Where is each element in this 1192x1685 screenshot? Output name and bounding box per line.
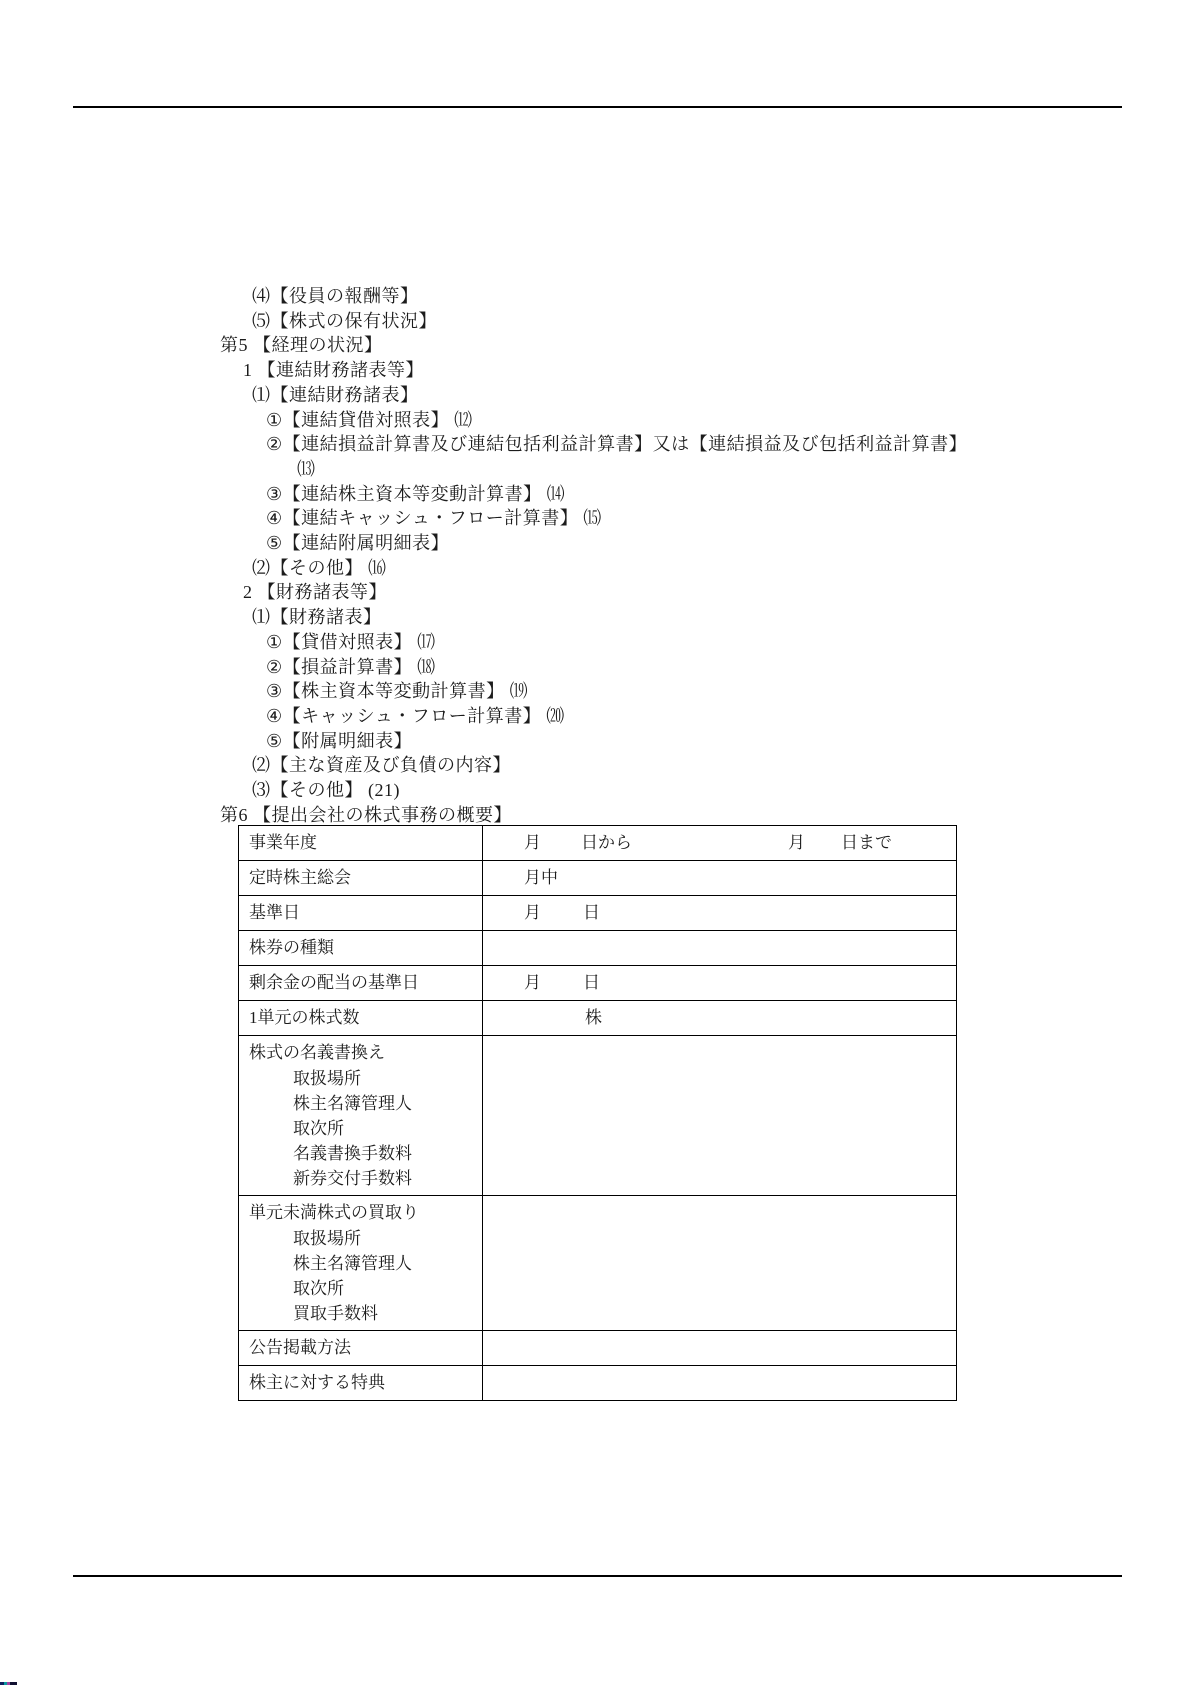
table-row [239, 826, 956, 860]
toc-item: ①【連結貸借対照表】 ⑿ [266, 409, 473, 430]
row-sub-label: 買取手数料 [293, 1304, 378, 1323]
toc-item: ⑴【連結財務諸表】 [252, 384, 419, 405]
row-value-cell [483, 931, 956, 965]
toc-list [0, 284, 1192, 827]
row-sub-label: 取扱場所 [293, 1229, 361, 1248]
table-row [239, 965, 956, 1000]
value-segment: 日 [583, 973, 600, 992]
row-label: 定時株主総会 [249, 868, 351, 887]
toc-item: ④【連結キャッシュ・フロー計算書】 ⒂ [266, 508, 602, 529]
table-row [239, 1330, 956, 1365]
toc-item: ⑶【その他】 (21) [252, 780, 400, 801]
row-label-cell [239, 1036, 483, 1195]
row-value-cell [483, 1001, 956, 1035]
value-segment: 日まで [841, 833, 892, 852]
row-label-cell [239, 896, 483, 930]
toc-item: 第6 【提出会社の株式事務の概要】 [220, 804, 512, 825]
row-sub-label: 株主名簿管理人 [293, 1254, 412, 1273]
value-segment: 日から [581, 833, 632, 852]
row-label: 剰余金の配当の基準日 [249, 973, 419, 992]
toc-item: 第5 【経理の状況】 [220, 335, 383, 356]
toc-item: ⑵【主な資産及び負債の内容】 [252, 755, 511, 776]
value-segment: 日 [583, 903, 600, 922]
row-label: 基準日 [249, 903, 300, 922]
row-label-cell [239, 966, 483, 1000]
toc-item: ⑤【連結附属明細表】 [266, 533, 450, 554]
toc-item: ⑤【附属明細表】 [266, 730, 413, 751]
row-value-cell [483, 896, 956, 930]
table-row [239, 895, 956, 930]
row-value-cell [483, 1196, 956, 1330]
row-sub-label: 名義書換手数料 [293, 1144, 412, 1163]
row-label: 事業年度 [249, 833, 317, 852]
row-value-cell [483, 1036, 956, 1195]
toc-item: ⑸【株式の保有状況】 [252, 310, 437, 331]
row-label-cell [239, 1001, 483, 1035]
toc-item: ④【キャッシュ・フロー計算書】 ⒇ [266, 705, 565, 726]
table-row [239, 1195, 956, 1330]
row-label-cell [239, 1366, 483, 1400]
row-value-cell [483, 1331, 956, 1365]
row-label: 株券の種類 [249, 938, 334, 957]
table-row [239, 860, 956, 895]
row-label-cell [239, 826, 483, 860]
top-rule [73, 106, 1122, 108]
value-segment: 月中 [524, 868, 558, 887]
toc-item: ⑷【役員の報酬等】 [252, 286, 419, 306]
value-segment: 月 [524, 903, 541, 922]
value-segment: 月 [788, 833, 805, 852]
row-label-cell [239, 931, 483, 965]
row-sub-label: 取次所 [293, 1279, 344, 1298]
table-row [239, 1035, 956, 1195]
row-label-cell [239, 861, 483, 895]
row-label: 公告掲載方法 [249, 1338, 351, 1357]
toc-item: ②【連結損益計算書及び連結包括利益計算書】又は【連結損益及び包括利益計算書】 [266, 434, 968, 455]
row-value-cell [483, 1366, 956, 1400]
row-value-cell [483, 826, 956, 860]
toc-item: ③【連結株主資本等変動計算書】 ⒁ [266, 483, 566, 504]
toc-item: ②【損益計算書】 ⒅ [266, 656, 436, 677]
row-label-cell [239, 1196, 483, 1330]
value-segment: 月 [524, 973, 541, 992]
row-sub-label: 取次所 [293, 1119, 344, 1138]
value-segment: 株 [585, 1008, 602, 1027]
toc-item: ⑴【財務諸表】 [252, 607, 382, 628]
row-label: 株主に対する特典 [249, 1373, 385, 1392]
row-label: 単元未満株式の買取り [249, 1203, 419, 1222]
row-sub-label: 株主名簿管理人 [293, 1094, 412, 1113]
row-sub-label: 取扱場所 [293, 1069, 361, 1088]
toc-item: ⑵【その他】 ⒃ [252, 557, 387, 578]
toc-item: ①【貸借対照表】 ⒄ [266, 631, 436, 652]
table-row [239, 930, 956, 965]
row-sub-label: 新券交付手数料 [293, 1169, 412, 1188]
table-row [239, 1365, 956, 1400]
toc-item: 1 【連結財務諸表等】 [243, 360, 424, 381]
toc-item: ⒀ [297, 458, 316, 479]
row-label: 株式の名義書換え [249, 1043, 385, 1062]
row-label: 1単元の株式数 [249, 1008, 360, 1027]
toc-item: 2 【財務諸表等】 [243, 582, 387, 603]
row-label-cell [239, 1331, 483, 1365]
table-row [239, 1000, 956, 1035]
share-admin-table [238, 825, 957, 1401]
toc-item: ③【株主資本等変動計算書】 ⒆ [266, 681, 529, 702]
bottom-rule [73, 1575, 1122, 1577]
row-value-cell [483, 861, 956, 895]
row-value-cell [483, 966, 956, 1000]
value-segment: 月 [524, 833, 541, 852]
